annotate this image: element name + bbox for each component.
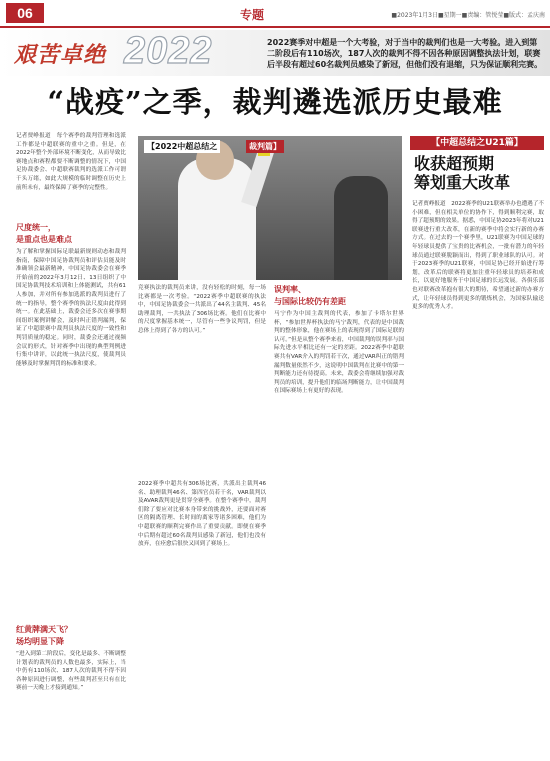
- sidebar-headline-2: 筹划重大改革: [414, 173, 511, 192]
- column-2-paragraph-b: 2022赛季中超共有306场比赛，共派出主裁判46名、助理裁判46名、第四官员若干名，VAR裁判以及AVAR裁判更是贯穿全赛季。在整个赛季中，裁判们除了要应对比赛本身带来的挑战外，还要面对赛区的隔离管理、长时间的离家等诸多困难，他们为中超联赛的顺利完赛作出了重要贡献。即便在赛季中后期有超过60名裁判员感染了新冠，他们也没有放弃，在痊愈后很快又回到了赛场上。: [138, 481, 266, 548]
- banner-deck: 2022赛季对中超是一个大考验，对于当中的裁判们也是一大考验。进入到第二阶段后有110场次，187人次的裁判不得不因各种原因调整执法计划，联赛后半段有超过60名裁判员感染了新冠，但他们没有退缩，只为保证顺利完赛。: [267, 38, 543, 69]
- section-label: 专题: [240, 8, 265, 22]
- body-paragraph-2: 为了解和掌握国际足联最新规则动态和裁判指南，保障中国足协裁判员和评估员能及时准确领会最新精神，中国足协裁委会在赛季开始前的2022年3月12日、13日组织了中国足协裁判技术培训和上体能测试，共有61人参加，并对所有参加选派的裁判员进行了统一的指导，整个赛季的执法尺度由此得到统一。在此基础上，裁委会还多次在赛事期间组织案例讲解会，及时纠正错判漏判，保证了中超联赛中裁判员执法尺度的一致性和判罚质量的稳定。同时，裁委会还通过视频会议的形式，针对赛季中出现的典型判例进行集中讲评，以此统一执法尺度，使裁判员能够及时掌握判罚的标准和要求。: [16, 249, 126, 367]
- column-3-paragraph: 马宁作为中国主裁判的代表，参加了卡塔尔世界杯，“参加世界杯执法的马宁裁判，代表的是中国裁判的整体形象，他在赛场上的表现得到了国际足联的认可。”但是从整个赛季来看，中国裁判的误判率与国际先进水平相比还有一定的差距。2022赛季中超联赛共有VAR介入的判罚若干次，通过VAR纠正的错判漏判数量依然不少，这说明中国裁判在比赛中的第一判断能力还有待提高。未来，裁委会将继续加强对裁判员的培训，提升他们的临场判断能力，让中国裁判在国际赛场上有更好的表现。: [274, 311, 404, 395]
- subhead-1-line-1: 尺度统一，: [16, 223, 56, 232]
- column-2-paragraph-a: 竞赛执法的裁判员来讲，没有轻松的时刻，每一场比赛都是一次考验。“2022赛季中超联赛的执法中，中国足协裁委会一共派出了44名主裁判、45名助理裁判，一共执法了306场比赛。他们在比赛中的尺度掌握基本统一，尽管有一些争议判罚，但是总体上得到了各方的认可。”: [138, 285, 266, 334]
- subhead-2: [16, 624, 126, 648]
- lead-paragraph: 记者贾峥报道 每个赛季的裁判管理和选派工作都是中超联赛的重中之重。但是，在2022年整个外部环境不断变化，从而导致比赛地点和赛程都要不断调整的情况下，中国足协裁委会、中超联赛裁判的选派工作可谓千头万绪，如此大规模的临时调整在历史上前所未有，最终保障了赛季的完整性。: [16, 133, 126, 191]
- dateline: ■2023年1月3日■星期一■责编：管悦莹■版式：孟庆南: [391, 12, 545, 19]
- sidebar-headline-1: 收获超预期: [414, 154, 495, 173]
- subhead-3: [274, 284, 404, 308]
- subhead-1: [16, 222, 126, 246]
- sidebar-paragraph: 记者贾峥报道 2022赛季的U21联赛举办也遭遇了不小困难，但在相关单位的协作下，得到顺利完赛，取得了超预期的效果。据悉，中国足协2023年将对U21联赛进行重大改革，在新的赛季中将会实行新的办赛方式。在过去的一个赛季里，U21联赛为中国足球的年轻球员提供了宝贵的比赛机会，一批有潜力的年轻球员通过联赛脱颖而出，得到了职业球队的认可。对于2023赛季的U21联赛，中国足协已经开始进行筹划，改革后的联赛将更加注重年轻球员的培养和成长，以更好地服务于中国足球的长远发展。各俱乐部也对联赛改革抱有很大的期待，希望通过新的办赛方式，让年轻球员得到更多的锻炼机会，为国家队输送更多的优秀人才。: [412, 201, 544, 311]
- subhead-3-line-1: 误判率、: [274, 285, 306, 294]
- headline: “战疫”之季，裁判遴选派历史最难: [47, 85, 503, 119]
- subhead-2-line-2: 场均明显下降: [16, 637, 64, 646]
- subhead-2-line-1: 红黄牌满天飞？: [16, 625, 72, 634]
- referee-photo: [138, 136, 402, 280]
- subhead-3-line-2: 与国际比较仍有差距: [274, 297, 346, 306]
- subhead-1-line-2: 是重点也是难点: [16, 235, 72, 244]
- banner-kicker: 艰苦卓绝: [14, 42, 107, 68]
- body-paragraph-3: “进入到第二阶段后，变化是最多、不断调整计划表的裁判员的人数也最多，实际上，当中仍有110场次、187人次的裁判不得不因各种原因进行调整，有些裁判甚至只有在比赛前一天晚上才接到通知。”: [16, 651, 126, 692]
- photo-tag-highlight: 裁判篇】: [246, 140, 284, 153]
- photo-tag-prefix: 【2022中超总结之: [144, 140, 220, 153]
- sidebar-title: 【中超总结之U21篇】: [410, 136, 544, 150]
- page-number: 06: [6, 3, 44, 23]
- banner-year: 2022: [124, 30, 213, 72]
- photo-player-figure: [334, 176, 388, 280]
